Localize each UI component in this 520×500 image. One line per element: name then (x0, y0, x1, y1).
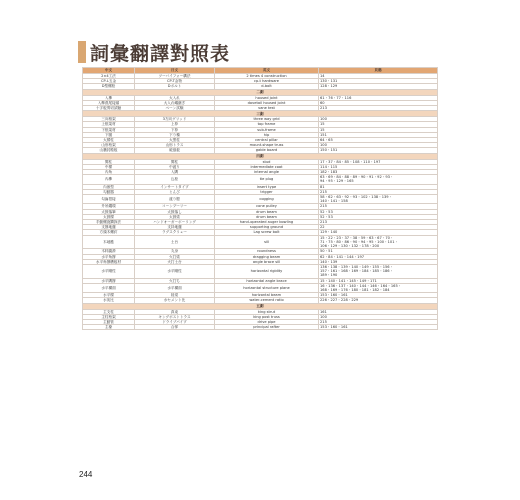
cell-pages: 15・140・141・145・149・171 (319, 278, 438, 283)
cell-japanese: 火打土台 (135, 259, 215, 264)
cell-japanese: 入隅 (135, 170, 215, 175)
cell-pages: 182・183 (319, 170, 438, 175)
cell-japanese: 丸身 (135, 249, 215, 254)
cell-pages: 22 (319, 225, 438, 230)
cell-chinese: 手動螺旋鑽探法 (83, 220, 135, 225)
cell-japanese: 破風板 (135, 148, 215, 153)
cell-pages: 150・151 (319, 148, 438, 153)
cell-chinese: 主支柱 (83, 309, 135, 314)
cell-pages: 130・131 (319, 79, 438, 84)
glossary-table (82, 67, 438, 330)
cell-pages: 215 (319, 204, 438, 209)
cell-japanese: 水平剛性 (135, 264, 215, 278)
cell-english: insert type (215, 184, 319, 189)
cell-japanese: ベーン試験 (135, 106, 215, 111)
cell-english: top frame (215, 122, 319, 127)
cell-japanese: 陸梁 (135, 293, 215, 298)
cell-japanese: 合掌 (135, 325, 215, 330)
cell-pages: 114・115 (319, 164, 438, 169)
table-row (83, 325, 438, 330)
cell-pages: 15 (319, 127, 438, 132)
cell-chinese: 入榫 (83, 95, 135, 100)
cell-english: hip (215, 132, 319, 137)
cell-english: housed joint (215, 95, 319, 100)
cell-japanese: 火打梁 (135, 254, 215, 259)
cell-pages: 64・65 (319, 138, 438, 143)
cell-chinese: 太鼓落筆 (83, 209, 135, 214)
cell-pages: 215 (319, 189, 438, 194)
table-row (83, 195, 438, 204)
cell-chinese: 水平剛性 (83, 264, 135, 278)
cell-japanese: コーンプーリー (135, 204, 215, 209)
cell-english: central pillar (215, 138, 319, 143)
cell-pages: 100 (319, 314, 438, 319)
cell-chinese: 勾動器 (83, 189, 135, 194)
cell-chinese: 內嵌型 (83, 184, 135, 189)
cell-japanese: 上枠 (135, 122, 215, 127)
cell-chinese: 2×4工法 (83, 74, 135, 79)
cell-pages: 151 (319, 132, 438, 137)
cell-japanese: インサートタイプ (135, 184, 215, 189)
header-chinese: 中文 (83, 68, 135, 74)
cell-chinese: 主柱桁架 (83, 314, 135, 319)
cell-english: horizontal angle brace (215, 278, 319, 283)
cell-chinese: 上框架材 (83, 122, 135, 127)
cell-japanese: 真束 (135, 309, 215, 314)
glossary-body (83, 74, 438, 330)
cell-english: water-cement ratio (215, 298, 319, 303)
cell-chinese: 下框架材 (83, 127, 135, 132)
cell-chinese: D型螺栓 (83, 84, 135, 89)
cell-chinese: 山牆封檐板 (83, 148, 135, 153)
cell-chinese: 水灰比 (83, 298, 135, 303)
cell-pages: 215 (319, 319, 438, 324)
cell-chinese: 下腰 (83, 132, 135, 137)
table-row (83, 235, 438, 249)
cell-japanese: 山形トラス (135, 143, 215, 148)
cell-chinese: 水平角撐 (83, 254, 135, 259)
cell-japanese: 大黒柱 (135, 138, 215, 143)
cell-japanese: 支持地盤 (135, 225, 215, 230)
title-accent-bar (78, 41, 86, 63)
cell-english: mount-shape truss (215, 143, 319, 148)
cell-chinese: 水平隅撐 (83, 278, 135, 283)
cell-english: sill (215, 235, 319, 249)
cell-japanese: 土台 (135, 235, 215, 249)
cell-chinese: 水平角撐槽板材 (83, 259, 135, 264)
cell-pages: 153・160・161 (319, 325, 438, 330)
cell-chinese: 入榫燕尾接頭 (83, 100, 135, 105)
cell-japanese: 下り棟 (135, 132, 215, 137)
cell-japanese: CP-T金物 (135, 79, 215, 84)
page-title-text: 詞彙翻譯對照表 (90, 42, 231, 65)
cell-chinese: CP-L五金 (83, 79, 135, 84)
header-page: 頁碼 (319, 68, 438, 74)
cell-chinese: 內榫 (83, 175, 135, 184)
cell-japanese: 水セメント比 (135, 298, 215, 303)
cell-english: intermediate coat (215, 164, 319, 169)
cell-chinese: 內角 (83, 170, 135, 175)
cell-pages: 100 (319, 117, 438, 122)
cell-english: drive pipe (215, 319, 319, 324)
cell-pages: 161 (319, 309, 438, 314)
cell-chinese: 中樑 (83, 164, 135, 169)
cell-pages: 213 (319, 106, 438, 111)
cell-chinese: 方頭木螺釘 (83, 230, 135, 235)
cell-english: cp-t hardware (215, 79, 319, 84)
cell-japanese: ハンドオーガーボーリング (135, 220, 215, 225)
header-japanese: 日文 (135, 68, 215, 74)
cell-english: three way grid (215, 117, 319, 122)
cell-japanese: Dボルト (135, 84, 215, 89)
cell-chinese: 木地檻 (83, 235, 135, 249)
section-label: 二劃 (83, 89, 438, 95)
cell-japanese: 太鼓落し (135, 209, 215, 214)
cell-english: drum beam (215, 209, 319, 214)
section-label: 五劃 (83, 303, 438, 309)
cell-pages: 100 (319, 143, 438, 148)
cell-pages: 61・76・77・116 (319, 95, 438, 100)
cell-chinese: 勾齒搭接 (83, 195, 135, 204)
cell-english: drum beam (215, 214, 319, 219)
cell-japanese: 間柱 (135, 159, 215, 164)
cell-pages: 81 (319, 184, 438, 189)
cell-english: king strut (215, 309, 319, 314)
cell-english: horizontal structure plane (215, 283, 319, 292)
cell-japanese: 3方向グリッド (135, 117, 215, 122)
cell-english: angle brace sill (215, 259, 319, 264)
cell-pages: 15 (319, 122, 438, 127)
cell-chinese: 木料圓滑 (83, 249, 135, 254)
cell-japanese: ドライブパイプ (135, 319, 215, 324)
section-label: 三劃 (83, 111, 438, 117)
cell-pages: 140・139 (319, 259, 438, 264)
cell-chinese: 主椽 (83, 325, 135, 330)
cell-japanese: 火打ち (135, 278, 215, 283)
cell-english: 2 times 4 construction (215, 74, 319, 79)
cell-english: sub-frame (215, 127, 319, 132)
cell-pages: 14 (319, 74, 438, 79)
cell-pages: 153・160・161 (319, 293, 438, 298)
cell-english: stud (215, 159, 319, 164)
cell-chinese: 十字板剪切試驗 (83, 106, 135, 111)
cell-pages: 129・140 (319, 230, 438, 235)
cell-japanese: 大入れ (135, 95, 215, 100)
cell-english: supporting ground (215, 225, 319, 230)
cell-english: vane test (215, 106, 319, 111)
page-number: 244 (79, 470, 93, 479)
cell-chinese: 三向格架 (83, 117, 135, 122)
cell-japanese: とんび (135, 189, 215, 194)
cell-pages: 62・84・141・144・197 (319, 254, 438, 259)
cell-chinese: 水平樑 (83, 293, 135, 298)
cell-pages: 17・37・84・85・108・110・197 (319, 159, 438, 164)
cell-english: Lag screw bolt (215, 230, 319, 235)
cell-english: roundness (215, 249, 319, 254)
cell-english: cone pulley (215, 204, 319, 209)
cell-japanese: 中渡り (135, 164, 215, 169)
cell-pages: 63・69・84・88・89・90・91・92・93・ 94・95・129・165 (319, 175, 438, 184)
cell-japanese: 太鼓梁 (135, 214, 215, 219)
cell-chinese: 升吊繩環 (83, 204, 135, 209)
cell-pages: 52・53 (319, 214, 438, 219)
cell-english: internal angle (215, 170, 319, 175)
cell-pages: 60 (319, 100, 438, 105)
cell-pages: 15・22・23・37・38・59・63・67・70・ 71・75・80・86・90・94・95・100・101・ 106・129・130・132・178・200 (319, 235, 438, 249)
page-title (78, 40, 253, 64)
cell-pages: 213 (319, 220, 438, 225)
cell-english: cogging (215, 195, 319, 204)
cell-chinese: 大樑柱 (83, 138, 135, 143)
cell-pages: 226・227・228・229 (319, 298, 438, 303)
cell-japanese: 水平構面 (135, 283, 215, 292)
cell-japanese: ツーバイフォー構法 (135, 74, 215, 79)
cell-pages: 128・129 (319, 84, 438, 89)
table-row (83, 283, 438, 292)
cell-japanese: 込栓 (135, 175, 215, 184)
cell-japanese: 下枠 (135, 127, 215, 132)
header-english: 英文 (215, 68, 319, 74)
cell-english: principal rafter (215, 325, 319, 330)
cell-chinese: 水平構面 (83, 283, 135, 292)
cell-english: trigger (215, 189, 319, 194)
cell-pages: 16・136・137・140・144・146・164・165・ 168・169・176・180・181・182・184 (319, 283, 438, 292)
cell-chinese: 支撐地盤 (83, 225, 135, 230)
cell-english: gable board (215, 148, 319, 153)
cell-pages: 136・138・139・140・149・155・156・ 157・161・168・169・184・185・186・ 189・190 (319, 264, 438, 278)
cell-chinese: 主動管 (83, 319, 135, 324)
cell-chinese: 太鼓樑 (83, 214, 135, 219)
cell-japanese: 渡り腮 (135, 195, 215, 204)
cell-english: hand-operated auger bowling (215, 220, 319, 225)
cell-japanese: ラグスクリュー (135, 230, 215, 235)
cell-english: horizontal beam (215, 293, 319, 298)
cell-english: dovetail housed joint (215, 100, 319, 105)
cell-english: king post truss (215, 314, 319, 319)
cell-pages: 52・53 (319, 209, 438, 214)
cell-chinese: 間柱 (83, 159, 135, 164)
cell-pages: 58・62・63・92・93・102・138・139・ 140・141・158 (319, 195, 438, 204)
table-row (83, 175, 438, 184)
cell-chinese: 山形桁架 (83, 143, 135, 148)
cell-english: dragging beam (215, 254, 319, 259)
cell-japanese: 大入れ蟻継ぎ (135, 100, 215, 105)
cell-pages: 50・51 (319, 249, 438, 254)
cell-english: horizontal rigidity (215, 264, 319, 278)
section-label: 四劃 (83, 153, 438, 159)
cell-english: tie plug (215, 175, 319, 184)
table-row (83, 264, 438, 278)
cell-english: d-bolt (215, 84, 319, 89)
cell-japanese: キングポストトラス (135, 314, 215, 319)
